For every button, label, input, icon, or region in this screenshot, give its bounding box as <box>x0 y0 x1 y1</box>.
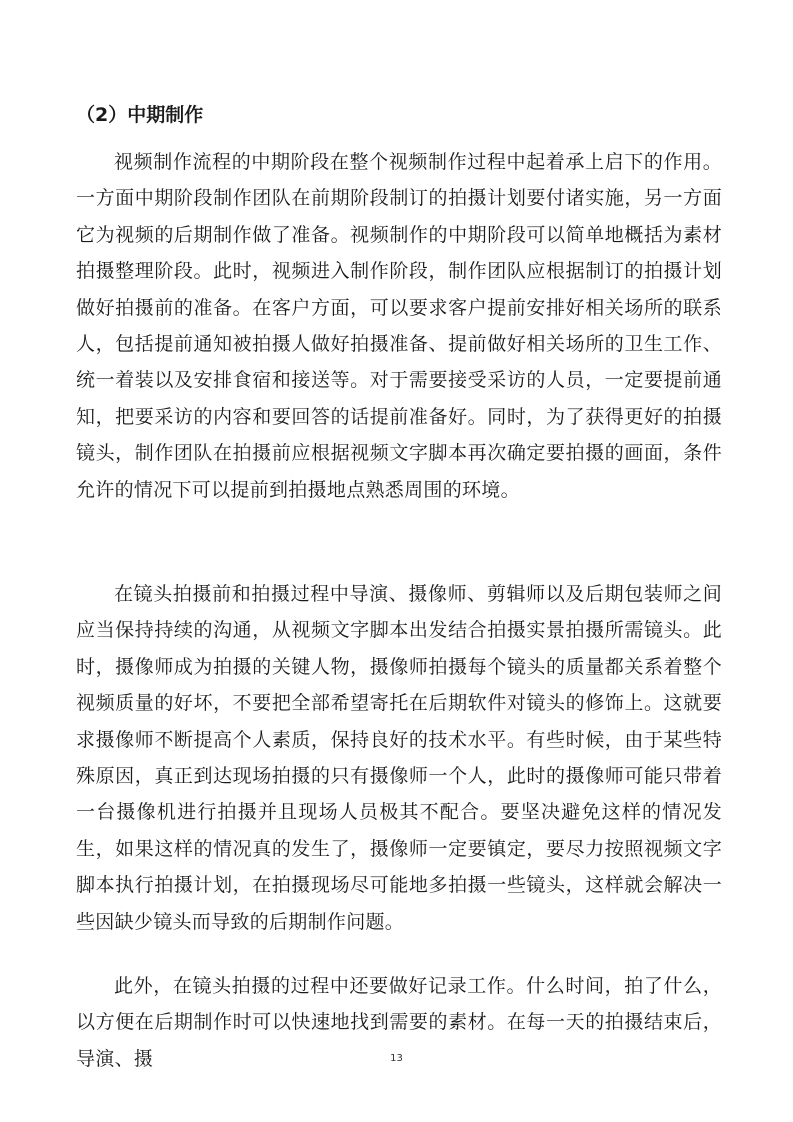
body-paragraph: 视频制作流程的中期阶段在整个视频制作过程中起着承上启下的作用。一方面中期阶段制作团队在前期阶段制订的拍摄计划要付诸实施，另一方面它为视频的后期制作做了准备。视频制作的中期阶段可以简单地概括为素材拍摄整理阶段。此时，视频进入制作阶段，制作团队应根据制订的拍摄计划做好拍摄前的准备。在客户方面，可以要求客户提前安排好相关场所的联系人，包括提前通知被拍摄人做好拍摄准备、提前做好相关场所的卫生工作、统一着装以及安排食宿和接送等。对于需要接受采访的人员，一定要提前通知，把要采访的内容和要回答的话提前准备好。同时，为了获得更好的拍摄镜头，制作团队在拍摄前应根据视频文字脚本再次确定要拍摄的画面，条件允许的情况下可以提前到拍摄地点熟悉周围的环境。 <box>76 151 722 501</box>
section-heading: （2）中期制作 <box>76 104 204 126</box>
body-paragraph: 此外，在镜头拍摄的过程中还要做好记录工作。什么时间，拍了什么，以方便在后期制作时可以快速地找到需要的素材。在每一天的拍摄结束后，导演、摄 <box>76 975 722 1070</box>
page-number: 13 <box>390 1053 403 1064</box>
body-paragraph: 在镜头拍摄前和拍摄过程中导演、摄像师、剪辑师以及后期包装师之间应当保持持续的沟通，从视频文字脚本出发结合拍摄实景拍摄所需镜头。此时，摄像师成为拍摄的关键人物，摄像师拍摄每个镜头的质量都关系着整个视频质量的好坏，不要把全部希望寄托在后期软件对镜头的修饰上。这就要求摄像师不断提高个人素质，保持良好的技术水平。有些时候，由于某些特殊原因，真正到达现场拍摄的只有摄像师一个人，此时的摄像师可能只带着一台摄像机进行拍摄并且现场人员极其不配合。要坚决避免这样的情况发生，如果这样的情况真的发生了，摄像师一定要镇定，要尽力按照视频文字脚本执行拍摄计划，在拍摄现场尽可能地多拍摄一些镜头，这样就会解决一些因缺少镜头而导致的后期制作问题。 <box>76 583 722 933</box>
